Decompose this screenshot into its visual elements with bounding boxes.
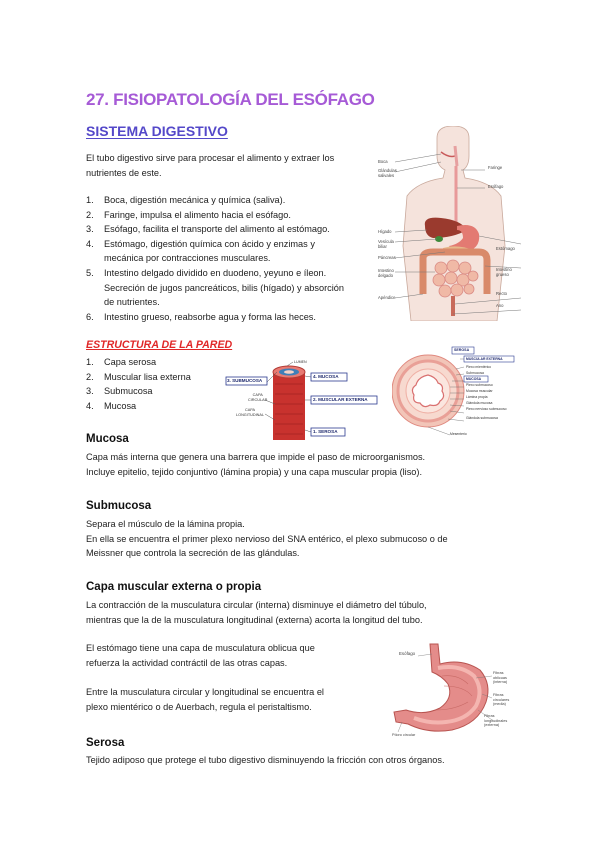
tube-label-longitudinal: CAPA LONGITUDINAL (236, 408, 265, 417)
cross-label: Lámina propia (466, 395, 488, 399)
tube-label-lumen: LUMEN (294, 360, 307, 364)
muscular-paragraph-1: La contracción de la musculatura circular (interna) disminuye el diámetro del túbulo, mientras que la de la musculatura longitudinal (externa) acorta la longitud del tubo. (86, 600, 427, 625)
muscular-paragraph-2: El estómago tiene una capa de musculatura oblicua que refuerza la actividad contráctil de las otras capas. (86, 643, 315, 668)
intro-paragraph (86, 151, 386, 180)
muscular-paragraph-3: Entre la musculatura circular y longitudinal se encuentra el plexo mientérico o de Auerbach, regula el peristaltismo. (86, 687, 324, 712)
list-item: 4. Estómago, digestión química con ácido y enzimas y mecánica por contracciones musculares. (86, 238, 315, 264)
cross-label: Plexo mientérico (466, 365, 492, 369)
cross-label: Plexo submucoso (466, 383, 493, 387)
section-title-serosa: Serosa (86, 737, 125, 749)
cross-section-figure (392, 345, 524, 439)
serosa-paragraph: Tejido adiposo que protege el tubo digestivo disminuyendo la fricción con otros órganos. (86, 755, 445, 765)
list-item: 2. Muscular lisa externa (86, 371, 191, 382)
list-item: 6. Intestino grueso, reabsorbe agua y forma las heces. (86, 311, 316, 322)
cross-label: Glándula mucosa (466, 401, 493, 405)
stomach-label-oblicuas: Fibras oblicuas (interna) (493, 671, 508, 685)
cross-label: MUSCULAR EXTERNA (466, 356, 503, 361)
list-item: 4. Mucosa (86, 400, 137, 411)
tube-label-circular: CAPA CIRCULAR (248, 393, 268, 402)
stomach-label-pilorico: Píloro circular (392, 733, 416, 737)
stomach-label-circulares: Fibras circulares (media) (493, 693, 510, 707)
stomach-label-esofago: Esófago (399, 651, 416, 656)
cross-label: Plexo nervioso submucoso (466, 407, 507, 411)
tube-label-submucosa: 3. SUBMUCOSA (227, 378, 263, 383)
tube-label-muscular: 2. MUSCULAR EXTERNA (313, 397, 368, 402)
wall-layers-list (86, 355, 226, 413)
list-item: 3. Esófago, facilita el transporte del alimento al estómago. (86, 224, 330, 235)
cross-label: Glándula submucosa (466, 416, 498, 420)
mucosa-paragraph: Capa más interna que genera una barrera que impide el paso de microorganismos. Incluye epitelio, tejido conjuntivo (lámina propia) y una capa muscular propia (liso). (86, 452, 426, 477)
cross-label: Submucosa (466, 371, 484, 375)
section-title-mucosa: Mucosa (86, 433, 129, 445)
cross-label: SEROSA (454, 348, 470, 352)
digestive-steps-list (86, 193, 391, 324)
section-title-muscular: Capa muscular externa o propia (86, 581, 262, 593)
list-item: 1. Boca, digestión mecánica y química (saliva). (86, 195, 286, 205)
cross-label: MUCOSA (466, 376, 482, 381)
section-title-submucosa: Submucosa (86, 500, 152, 512)
intro-line: El tubo digestivo sirve para procesar el alimento y extraer los (86, 153, 335, 163)
stomach-label-longitudinales: Fibras longitudinales (externa) (484, 714, 508, 728)
tube-label-mucosa: 4. MUCOSA (313, 374, 339, 379)
page-title: 27. FISIOPATOLOGÍA DEL ESÓFAGO (86, 90, 375, 109)
tube-label-serosa: 1. SEROSA (313, 429, 338, 434)
cross-label: Mesenterio (450, 432, 467, 436)
intro-line: nutrientes de este. (86, 167, 162, 178)
wall-structure-heading: ESTRUCTURA DE LA PARED (86, 339, 233, 351)
list-item: 5. Intestino delgado dividido en duodeno, yeyuno e íleon. Secreción de jugos pancreáticos, bilis (hígado) y absorción de nutrientes. (86, 267, 345, 308)
submucosa-paragraph: Separa el músculo de la lámina propia. En ella se encuentra el primer plexo nervioso del SNA entérico, el plexo submucoso o de Meissner que controla la secreción de las glándulas. (86, 519, 448, 559)
list-item: 1. Capa serosa (86, 357, 157, 367)
list-item: 3. Submucosa (86, 386, 153, 397)
cross-label: Mucosa muscular (466, 389, 493, 393)
list-item: 2. Faringe, impulsa el alimento hacia el esófago. (86, 209, 291, 220)
section-subtitle: SISTEMA DIGESTIVO (86, 123, 228, 139)
